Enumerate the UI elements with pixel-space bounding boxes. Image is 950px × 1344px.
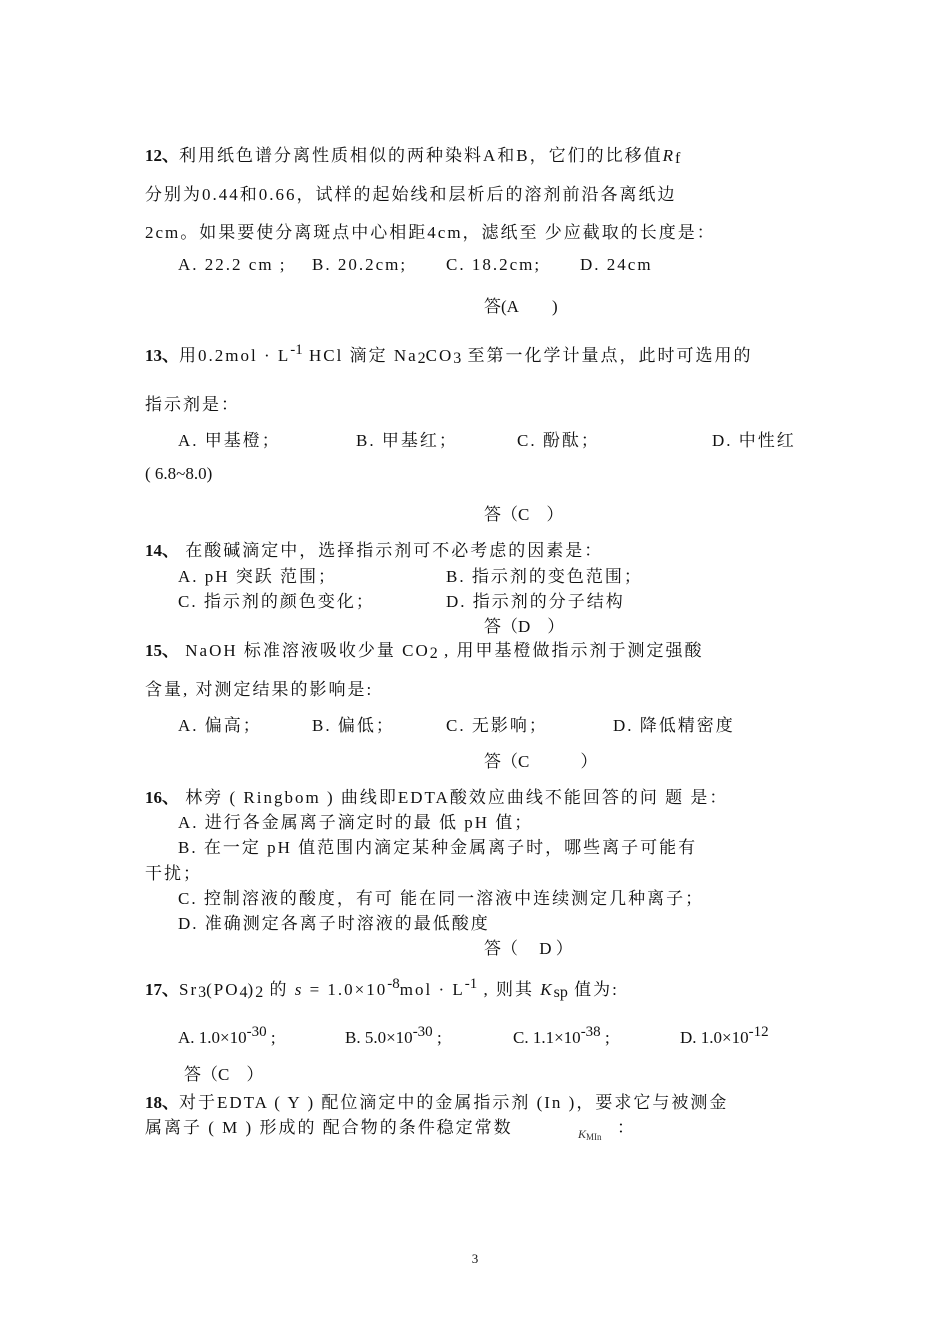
q15-number: 15、 [145,641,179,660]
q17-option-c: C. $1.1\times 10^{-38}$ ; [513,1024,610,1047]
q16-number: 16、 [145,788,179,807]
q14-line-1: 14、 在酸碱滴定中，选择指示剂可不必考虑的因素是： [145,541,604,560]
q12-answer: 答(A ) [484,297,558,316]
q12-line-2: 分别为0.44和0.66，试样的起始线和层析后的溶剂前沿各离纸边 [145,185,677,204]
q12-option-c: C. 18.2cm; [446,255,542,274]
page-number: 3 [471,1251,479,1266]
q13-line-2: 指示剂是： [145,395,240,414]
q12-line-3: 2cm。如果要使分离斑点中心相距4cm，滤纸至 少应截取的长度是： [145,223,716,242]
q16-option-a: A. 进行各金属离子滴定时的最 低 pH 值； [178,813,534,832]
q14-option-c: C. 指示剂的颜色变化； [178,592,375,611]
q18-line-1: 18、对于EDTA ( Y ) 配位滴定中的金属指示剂 (In )，要求它与被测金 [145,1093,729,1112]
q13-number: 13、 [145,346,179,365]
q12-option-d: D. 24cm [580,255,653,274]
q17-option-b: B. $5.0\times 10^{-30}$ ; [345,1024,442,1047]
q16-option-c: C. 控制溶液的酸度，有可 能在同一溶液中连续测定几种离子； [178,889,705,908]
q14-option-d: D. 指示剂的分子结构 [446,592,625,611]
q15-answer: 答（C ） [484,752,598,771]
q13-answer: 答（C ） [484,505,564,524]
q13-option-c: C. 酚酞； [517,431,600,450]
q14-answer: 答（D ） [484,617,565,636]
q17-option-d: D. $1.0\times 10^{-12}$ [680,1024,769,1047]
q12-line-1: 12、利用纸色谱分离性质相似的两种染料A和B，它们的比移值$R_f$ [145,146,681,167]
q18-line-2: 属离子 ( M ) 形成的 配合物的条件稳定常数 [145,1118,513,1137]
q13-option-a: A. 甲基橙； [178,431,281,450]
q16-option-b-cont: 干扰； [145,864,202,883]
q18-number: 18、 [145,1093,179,1112]
q17-line-1: 17、$Sr_3(PO_4)_2$ 的 $s = 1.0\times 10^{-8}mol \cdot L^{-1}$ , 则其 $K_{sp}$ 值为: [145,976,619,1001]
q14-number: 14、 [145,541,179,560]
q13-option-b: B. 甲基红； [356,431,458,450]
q12-option-b: B. 20.2cm; [312,255,408,274]
q15-option-d: D. 降低精密度 [613,716,735,735]
q16-answer: 答（ D ） [484,939,573,958]
q13-option-d: D. 中性红 [712,431,796,450]
q17-option-a: A. $1.0\times 10^{-30}$ ; [178,1024,276,1047]
q17-answer: 答（C ） [184,1065,264,1084]
q15-option-c: C. 无影响； [446,716,548,735]
q12-option-a: A. 22.2 cm ; [178,255,287,274]
q16-option-b: B. 在一定 pH 值范围内滴定某种金属离子时，哪些离子可能有 [178,838,698,857]
q15-line-1: 15、 NaOH 标准溶液吸收少量 $CO_2$ , 用甲基橙做指示剂于测定强酸 [145,641,704,662]
q17-number: 17、 [145,980,179,999]
q14-option-a: A. pH 突跃 范围； [178,567,338,586]
q13-line-3: ( 6.8~8.0) [145,464,213,483]
q16-line-1: 16、 林旁 ( Ringbom ) 曲线即EDTA酸效应曲线不能回答的问 题 是： [145,788,729,807]
q12-number: 12、 [145,146,179,165]
q14-option-b: B. 指示剂的变色范围； [446,567,643,586]
q18-line-2-end: ： [617,1118,634,1137]
q15-option-b: B. 偏低； [312,716,395,735]
q15-line-2: 含量, 对测定结果的影响是: [145,680,374,699]
q15-option-a: A. 偏高； [178,716,262,735]
k-min-formula: $K_{MIn}$ [578,1127,602,1142]
q16-option-d: D. 准确测定各离子时溶液的最低酸度 [178,914,490,933]
q13-line-1: 13、用$0.2mol \cdot L^{-1}$ HCl 滴定 $Na_2CO_3$ 至第一化学计量点，此时可选用的 [145,342,753,367]
